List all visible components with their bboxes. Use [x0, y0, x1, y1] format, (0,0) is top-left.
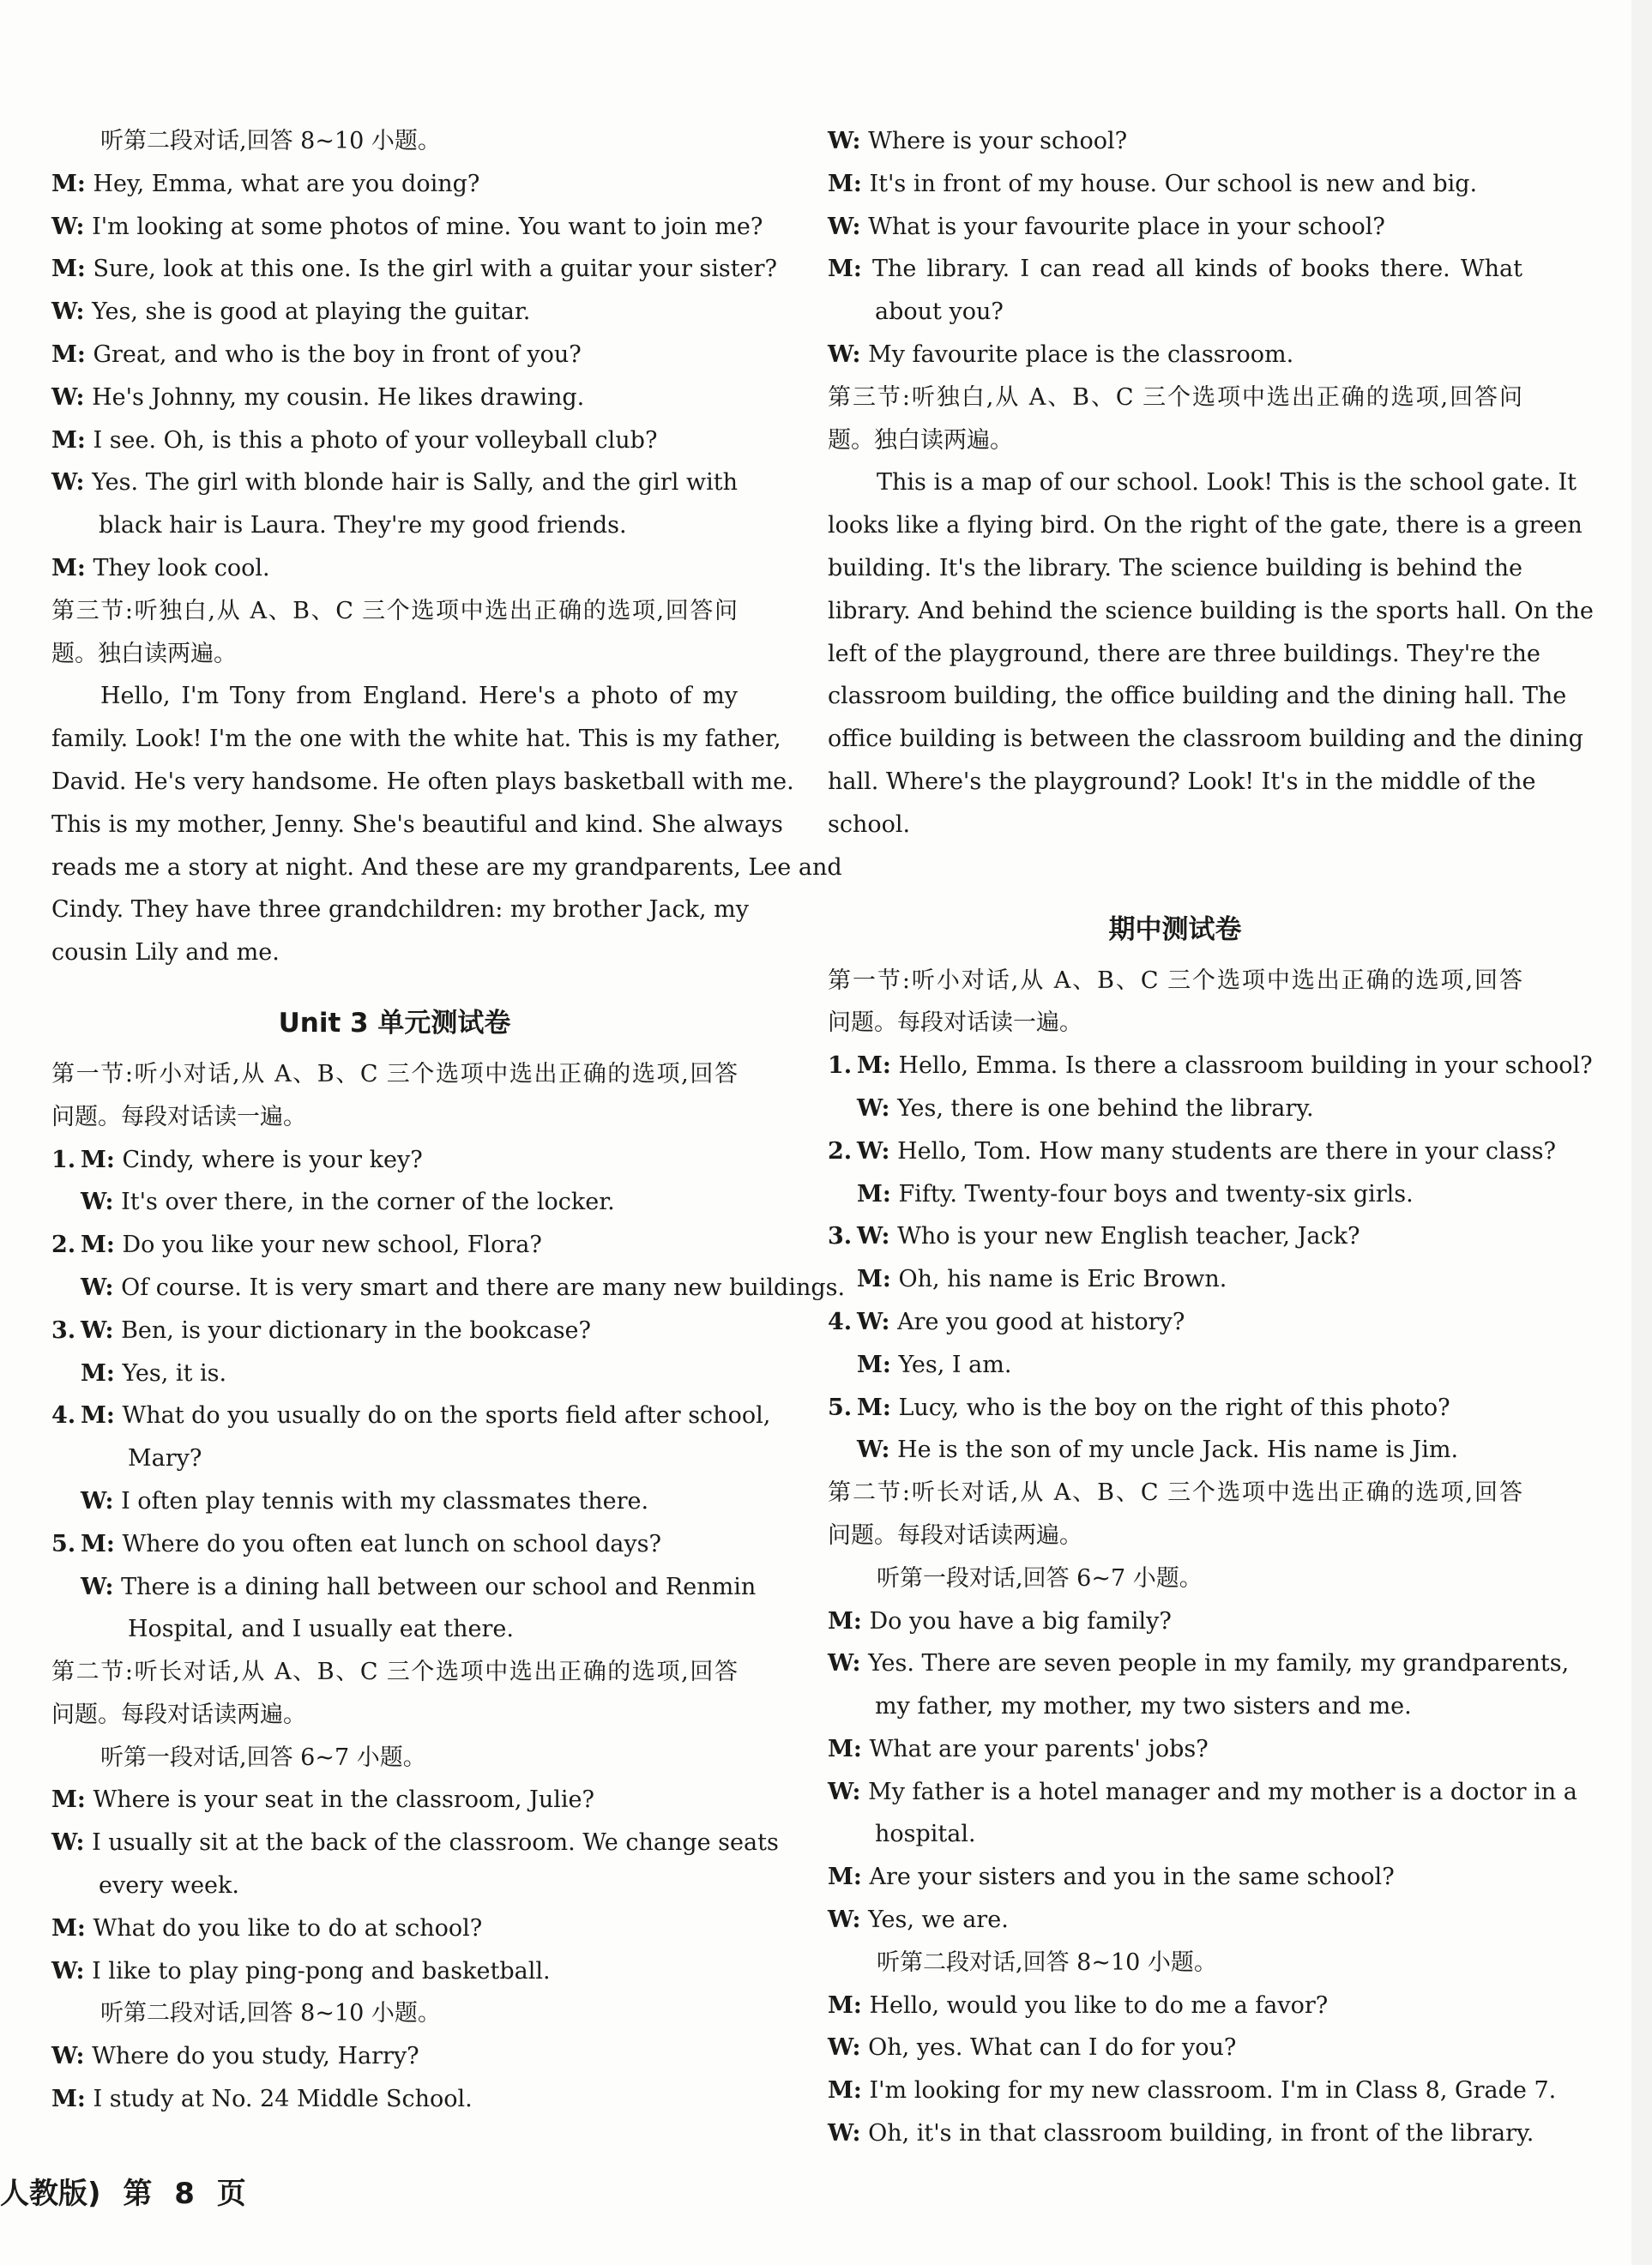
speaker-label: W:: [51, 469, 85, 497]
section-heading: 期中测试卷: [1108, 913, 1242, 945]
line-text: Yes. There are seven people in my family, my grandparents,: [868, 1650, 1570, 1678]
line-text: Great, and who is the boy in front of you?: [93, 340, 582, 368]
speaker-label: M:: [51, 340, 86, 368]
dialogue-line: [828, 1344, 1522, 1387]
dialogue-line: [51, 419, 738, 462]
dialogue-line: [828, 1087, 1522, 1130]
dialogue-line: [828, 1728, 1522, 1771]
line-text: Of course. It is very smart and there are many new buildings.: [121, 1274, 846, 1301]
text-line: [828, 1557, 1522, 1600]
speaker-label: W:: [828, 213, 861, 240]
line-text: Oh, his name is Eric Brown.: [898, 1266, 1227, 1293]
line-text: This is my mother, Jenny. She's beautiful and kind. She always: [51, 810, 783, 838]
dialogue-line: [51, 334, 738, 376]
question-number: 5.: [51, 1530, 76, 1557]
text-line: [51, 804, 783, 846]
dialogue-line: [828, 1985, 1522, 2027]
section-heading: Unit 3 单元测试卷: [278, 1007, 511, 1039]
question-number: 2.: [51, 1232, 76, 1259]
text-line: [51, 931, 738, 974]
dialogue-line: [828, 334, 1522, 376]
speaker-label: W:: [51, 383, 85, 411]
speaker-label: W:: [81, 1189, 114, 1216]
dialogue-line: [828, 1600, 1522, 1643]
footer-page-suffix: 页: [216, 2177, 246, 2211]
speaker-label: M:: [828, 1864, 862, 1891]
speaker-label: M:: [828, 1607, 862, 1635]
dialogue-line: [51, 547, 738, 590]
question-number: 1.: [51, 1146, 76, 1173]
dialogue-line: [51, 206, 763, 249]
line-text: hospital.: [875, 1821, 976, 1848]
question-line: [51, 1139, 738, 1182]
text-line: [828, 804, 1522, 846]
speaker-label: W:: [51, 1957, 85, 1985]
speaker-label: M:: [51, 2086, 86, 2113]
dialogue-line: [51, 1566, 757, 1609]
line-text: 题。独白读两遍。: [51, 640, 237, 667]
line-text: 问题。每段对话读一遍。: [51, 1103, 306, 1130]
dialogue-line: [51, 2035, 738, 2078]
text-line: [51, 1651, 738, 1694]
speaker-label: W:: [828, 1778, 861, 1805]
left-column: [51, 120, 846, 2121]
text-line: [828, 590, 1594, 633]
line-text: Hello, would you like to do me a favor?: [869, 1991, 1329, 2019]
dialogue-line: [51, 1950, 738, 1993]
dialogue-line: [828, 2069, 1557, 2112]
speaker-label: M:: [51, 1786, 86, 1814]
line-text: Lucy, who is the boy on the right of this photo?: [898, 1394, 1450, 1421]
text-line: [828, 291, 1522, 334]
line-text: 听第一段对话,回答 6~7 小题。: [100, 1744, 426, 1771]
line-text: I'm looking at some photos of mine. You want to join me?: [92, 213, 763, 240]
text-line: [51, 1608, 738, 1651]
line-text: Yes, I am.: [898, 1351, 1012, 1378]
line-text: school.: [828, 810, 911, 838]
speaker-label: W:: [81, 1487, 114, 1515]
line-text: Yes, we are.: [868, 1907, 1009, 1934]
text-line: [51, 1096, 738, 1139]
line-text: What are your parents' jobs?: [869, 1735, 1209, 1762]
question-line: [51, 1310, 738, 1352]
dialogue-line: [828, 1899, 1522, 1942]
line-text: Where do you often eat lunch on school days?: [122, 1530, 661, 1557]
line-text: Who is your new English teacher, Jack?: [897, 1223, 1360, 1250]
line-text: Do you have a big family?: [869, 1607, 1172, 1635]
dialogue-line: [51, 461, 738, 504]
line-text: Sure, look at this one. Is the girl with a guitar your sister?: [93, 256, 777, 283]
footer-page-number: 8: [174, 2177, 195, 2211]
line-text: Mary?: [128, 1445, 202, 1473]
question-line: [51, 1395, 771, 1437]
line-text: 题。独白读两遍。: [828, 426, 1013, 454]
speaker-label: W:: [828, 1650, 861, 1678]
page-edge-shadow: [1631, 0, 1652, 2265]
speaker-label: M:: [828, 170, 862, 197]
speaker-label: M:: [828, 256, 862, 283]
line-text: Hello, Tom. How many students are there in your class?: [897, 1137, 1556, 1165]
line-text: Do you like your new school, Flora?: [122, 1232, 542, 1259]
line-text: Cindy, where is your key?: [122, 1146, 423, 1173]
speaker-label: M:: [828, 1735, 862, 1762]
line-text: I like to play ping-pong and basketball.: [92, 1957, 551, 1985]
dialogue-line: [828, 1429, 1522, 1472]
speaker-label: M:: [81, 1146, 115, 1173]
line-text: Hello, Emma. Is there a classroom building in your school?: [898, 1052, 1593, 1080]
speaker-label: W:: [81, 1316, 114, 1344]
text-line: [51, 761, 794, 804]
question-line: [828, 1387, 1522, 1430]
line-text: They look cool.: [93, 554, 270, 581]
speaker-label: M:: [81, 1402, 115, 1430]
line-text: Hospital, and I usually eat there.: [128, 1616, 514, 1643]
line-text: The library. I can read all kinds of books there. What: [872, 256, 1522, 283]
speaker-label: W:: [81, 1274, 114, 1301]
question-number: 1.: [828, 1052, 853, 1080]
line-text: Where is your seat in the classroom, Julie?: [93, 1786, 594, 1814]
dialogue-line: [51, 1779, 738, 1822]
speaker-label: M:: [81, 1232, 115, 1259]
line-text: Yes, it is.: [122, 1359, 227, 1387]
question-line: [828, 1045, 1593, 1087]
dialogue-line: [828, 163, 1522, 206]
line-text: It's in front of my house. Our school is new and big.: [869, 170, 1478, 197]
question-number: 4.: [51, 1402, 76, 1430]
dialogue-line: [51, 1181, 738, 1224]
line-text: My favourite place is the classroom.: [868, 340, 1294, 368]
speaker-label: W:: [828, 2034, 861, 2062]
line-text: Ben, is your dictionary in the bookcase?: [121, 1316, 591, 1344]
text-line: [828, 376, 1522, 419]
line-text: black hair is Laura. They're my good friends.: [99, 512, 627, 539]
line-text: What is your favourite place in your school?: [868, 213, 1385, 240]
speaker-label: M:: [857, 1394, 891, 1421]
text-line: [828, 761, 1536, 804]
dialogue-line: [51, 163, 738, 206]
speaker-label: M:: [51, 426, 86, 454]
line-text: hall. Where's the playground? Look! It's in the middle of the: [828, 768, 1536, 795]
line-text: Hey, Emma, what are you doing?: [93, 170, 480, 197]
speaker-label: W:: [828, 340, 861, 368]
speaker-label: M:: [51, 170, 86, 197]
line-text: building. It's the library. The science building is behind the: [828, 554, 1522, 581]
speaker-label: W:: [857, 1223, 890, 1250]
text-line: [828, 1002, 1522, 1045]
line-text: 第二节:听长对话,从 A、B、C 三个选项中选出正确的选项,回答: [828, 1479, 1522, 1507]
text-line: [828, 461, 1577, 504]
text-line: [51, 590, 738, 633]
speaker-label: M:: [51, 256, 86, 283]
question-line: [51, 1224, 738, 1267]
line-text: office building is between the classroom building and the dining: [828, 726, 1583, 753]
speaker-label: W:: [828, 1907, 861, 1934]
line-text: 第一节:听小对话,从 A、B、C 三个选项中选出正确的选项,回答: [828, 967, 1522, 994]
text-line: [828, 960, 1522, 1003]
line-text: left of the playground, there are three buildings. They're the: [828, 640, 1540, 667]
question-line: [51, 1523, 738, 1566]
speaker-label: M:: [857, 1180, 891, 1208]
question-number: 5.: [828, 1394, 853, 1421]
question-number: 3.: [51, 1316, 76, 1344]
line-text: 第三节:听独白,从 A、B、C 三个选项中选出正确的选项,回答问: [51, 597, 738, 624]
speaker-label: W:: [51, 1829, 85, 1857]
text-line: [51, 1992, 738, 2035]
text-line: [828, 1685, 1522, 1728]
dialogue-line: [51, 376, 738, 419]
dialogue-line: [828, 2112, 1534, 2155]
line-text: every week.: [99, 1872, 239, 1900]
speaker-label: W:: [81, 1573, 114, 1600]
line-text: classroom building, the office building and the dining hall. The: [828, 683, 1567, 710]
speaker-label: M:: [857, 1351, 891, 1378]
line-text: 问题。每段对话读一遍。: [828, 1009, 1082, 1037]
text-line: [51, 1053, 738, 1096]
text-line: [51, 1694, 738, 1737]
text-line: [828, 718, 1583, 761]
line-text: I often play tennis with my classmates there.: [121, 1487, 649, 1515]
speaker-label: W:: [857, 1308, 890, 1335]
speaker-label: M:: [828, 1991, 862, 2019]
text-line: [828, 633, 1540, 676]
speaker-label: W:: [857, 1094, 890, 1122]
dialogue-line: [828, 1642, 1570, 1685]
line-text: Where is your school?: [868, 128, 1128, 154]
speaker-label: W:: [51, 298, 85, 326]
speaker-label: M:: [857, 1266, 891, 1293]
text-line: [51, 1864, 738, 1907]
line-text: Hello, I'm Tony from England. Here's a photo of my: [100, 683, 738, 710]
footer-page-prefix: 第: [123, 2177, 153, 2211]
text-line: [828, 504, 1583, 547]
line-text: This is a map of our school. Look! This is the school gate. It: [877, 469, 1577, 497]
text-line: [51, 889, 749, 931]
speaker-label: W:: [51, 2043, 85, 2070]
line-text: Where do you study, Harry?: [92, 2043, 419, 2070]
line-text: 听第二段对话,回答 8~10 小题。: [100, 2000, 441, 2027]
line-text: library. And behind the science building is the sports hall. On the: [828, 597, 1594, 624]
text-line: [51, 633, 738, 676]
dialogue-line: [51, 291, 738, 334]
line-text: Yes. The girl with blonde hair is Sally, and the girl with: [92, 469, 738, 497]
line-text: 听第二段对话,回答 8~10 小题。: [877, 1949, 1217, 1976]
dialogue-line: [51, 1822, 779, 1864]
line-text: Are your sisters and you in the same school?: [869, 1864, 1395, 1891]
text-line: [51, 718, 781, 761]
text-line: [51, 1737, 738, 1780]
line-text: 第三节:听独白,从 A、B、C 三个选项中选出正确的选项,回答问: [828, 383, 1522, 411]
text-line: [828, 419, 1522, 462]
line-text: 听第一段对话,回答 6~7 小题。: [877, 1564, 1203, 1592]
line-text: My father is a hotel manager and my mother is a doctor in a: [868, 1778, 1577, 1805]
footer-edition: 人教版): [0, 2177, 101, 2211]
question-number: 3.: [828, 1223, 853, 1250]
dialogue-line: [828, 1258, 1522, 1301]
dialogue-line: [51, 1907, 738, 1950]
question-number: 4.: [828, 1308, 853, 1335]
line-text: Are you good at history?: [897, 1308, 1185, 1335]
text-line: [828, 1942, 1522, 1985]
speaker-label: W:: [857, 1137, 890, 1165]
line-text: I usually sit at the back of the classroom. We change seats: [92, 1829, 779, 1857]
line-text: looks like a flying bird. On the right of the gate, there is a green: [828, 512, 1583, 539]
dialogue-line: [828, 1173, 1522, 1216]
text-line: [828, 1813, 1522, 1856]
line-text: I see. Oh, is this a photo of your volleyball club?: [93, 426, 658, 454]
right-column: [828, 120, 1594, 2155]
speaker-label: M:: [81, 1359, 115, 1387]
line-text: It's over there, in the corner of the locker.: [121, 1189, 615, 1216]
line-text: family. Look! I'm the one with the white hat. This is my father,: [51, 726, 781, 753]
text-line: [828, 1472, 1522, 1515]
page-footer: [0, 2170, 258, 2212]
text-line: [51, 504, 738, 547]
line-text: Yes, there is one behind the library.: [897, 1094, 1314, 1122]
dialogue-line: [51, 248, 777, 291]
speaker-label: W:: [828, 128, 861, 154]
line-text: 问题。每段对话读两遍。: [51, 1701, 306, 1728]
question-line: [828, 1301, 1522, 1344]
line-text: David. He's very handsome. He often plays basketball with me.: [51, 768, 794, 795]
line-text: I'm looking for my new classroom. I'm in Class 8, Grade 7.: [869, 2077, 1557, 2105]
dialogue-line: [828, 2027, 1522, 2069]
line-text: about you?: [875, 298, 1004, 326]
dialogue-line: [828, 120, 1522, 163]
line-text: I study at No. 24 Middle School.: [93, 2086, 473, 2113]
speaker-label: M:: [857, 1052, 891, 1080]
dialogue-line: [828, 206, 1522, 249]
section-gap: [828, 846, 1522, 881]
line-text: reads me a story at night. And these are my grandparents, Lee and: [51, 853, 842, 881]
text-line: [828, 675, 1567, 718]
line-text: Cindy. They have three grandchildren: my brother Jack, my: [51, 896, 749, 924]
text-line: [828, 1515, 1522, 1557]
line-text: 问题。每段对话读两遍。: [828, 1521, 1082, 1549]
text-line: [51, 846, 842, 889]
text-line: [51, 120, 738, 163]
line-text: There is a dining hall between our school and Renmin: [121, 1573, 757, 1600]
line-text: What do you usually do on the sports field after school,: [122, 1402, 771, 1430]
dialogue-line: [51, 1267, 846, 1310]
text-line: [828, 547, 1522, 590]
line-text: 听第二段对话,回答 8~10 小题。: [100, 128, 441, 154]
speaker-label: M:: [828, 2077, 862, 2105]
dialogue-line: [828, 1856, 1522, 1899]
speaker-label: W:: [828, 2120, 861, 2148]
line-text: 第二节:听长对话,从 A、B、C 三个选项中选出正确的选项,回答: [51, 1659, 738, 1686]
speaker-label: M:: [51, 554, 86, 581]
line-text: cousin Lily and me.: [51, 939, 280, 967]
dialogue-line: [828, 248, 1522, 291]
question-line: [828, 1215, 1522, 1258]
dialogue-line: [51, 1352, 738, 1395]
dialogue-line: [51, 1480, 738, 1523]
line-text: my father, my mother, my two sisters and me.: [875, 1693, 1412, 1720]
line-text: 第一节:听小对话,从 A、B、C 三个选项中选出正确的选项,回答: [51, 1060, 738, 1087]
speaker-label: M:: [51, 1914, 86, 1942]
line-text: Fifty. Twenty-four boys and twenty-six girls.: [898, 1180, 1414, 1208]
text-line: [51, 1437, 738, 1480]
line-text: He is the son of my uncle Jack. His name is Jim.: [897, 1437, 1459, 1464]
speaker-label: W:: [51, 213, 85, 240]
question-line: [828, 1130, 1556, 1173]
line-text: What do you like to do at school?: [93, 1914, 483, 1942]
dialogue-line: [828, 1771, 1577, 1814]
speaker-label: W:: [857, 1437, 890, 1464]
line-text: Oh, it's in that classroom building, in front of the library.: [868, 2120, 1534, 2148]
speaker-label: M:: [81, 1530, 115, 1557]
line-text: Yes, she is good at playing the guitar.: [92, 298, 531, 326]
line-text: He's Johnny, my cousin. He likes drawing.: [92, 383, 585, 411]
line-text: Oh, yes. What can I do for you?: [868, 2034, 1237, 2062]
question-number: 2.: [828, 1137, 853, 1165]
text-line: [51, 675, 738, 718]
dialogue-line: [51, 2078, 738, 2121]
